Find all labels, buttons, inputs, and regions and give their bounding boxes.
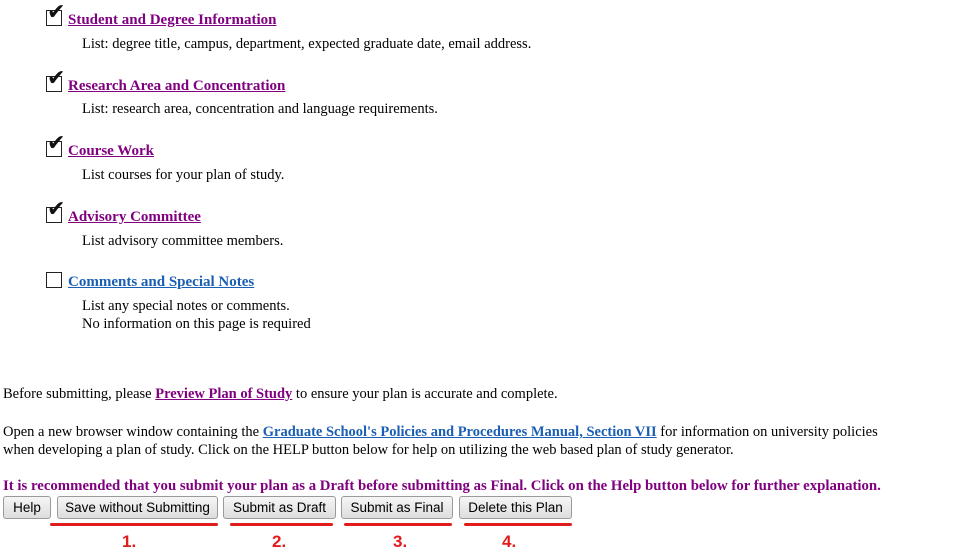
preview-plan-link[interactable]: Preview Plan of Study — [155, 386, 293, 402]
research-area-link[interactable]: Research Area and Concentration — [68, 78, 286, 94]
annotation-underline-3 — [344, 523, 452, 526]
preview-text-before: Before submitting, please — [3, 386, 156, 402]
annotation-number-2: 2. — [272, 532, 287, 551]
checkmark-icon: ✔ — [47, 0, 66, 25]
preview-text-after: to ensure your plan is accurate and complete. — [292, 386, 558, 402]
recommendation-text: It is recommended that you submit your plan as a Draft before submitting as Final. Click on the Help button below for further explanation. — [3, 478, 881, 494]
checked-checkbox-icon — [46, 0, 66, 26]
policies-manual-link[interactable]: Graduate School's Policies and Procedures Manual, Section VII — [262, 424, 657, 440]
annotation-number-1: 1. — [122, 532, 137, 551]
checkmark-icon: ✔ — [47, 131, 66, 156]
annotation-underline-4 — [464, 523, 572, 526]
manual-text-after: for information on university policies — [656, 424, 878, 440]
submit-as-draft-button[interactable]: Submit as Draft — [223, 496, 336, 519]
annotation-underline-2 — [230, 523, 333, 526]
section-description: List any special notes or comments. — [82, 298, 290, 314]
checked-checkbox-icon — [46, 131, 66, 157]
unchecked-checkbox-icon — [46, 272, 62, 288]
section-description: List: degree title, campus, department, expected graduate date, email address. — [82, 36, 532, 52]
delete-plan-button[interactable]: Delete this Plan — [459, 496, 572, 519]
section-description: List advisory committee members. — [82, 233, 284, 249]
checkmark-icon: ✔ — [47, 66, 66, 91]
section-note: No information on this page is required — [82, 316, 311, 332]
annotation-underline-1 — [50, 523, 218, 526]
help-button[interactable]: Help — [3, 496, 51, 519]
submit-as-final-button[interactable]: Submit as Final — [341, 496, 453, 519]
checkmark-icon: ✔ — [47, 197, 66, 222]
student-degree-link[interactable]: Student and Degree Information — [68, 12, 277, 28]
checked-checkbox-icon — [46, 197, 66, 223]
checked-checkbox-icon — [46, 66, 66, 92]
manual-paragraph-line2: when developing a plan of study. Click on the HELP button below for help on utilizing the web based plan of study generator. — [3, 442, 734, 458]
manual-text-before: Open a new browser window containing the — [3, 424, 263, 440]
section-description: List courses for your plan of study. — [82, 167, 285, 183]
annotation-number-3: 3. — [393, 532, 408, 551]
course-work-link[interactable]: Course Work — [68, 143, 154, 159]
advisory-committee-link[interactable]: Advisory Committee — [68, 209, 201, 225]
preview-paragraph — [3, 386, 558, 403]
comments-notes-link[interactable]: Comments and Special Notes — [68, 274, 255, 290]
save-without-submitting-button[interactable]: Save without Submitting — [57, 496, 218, 519]
section-description: List: research area, concentration and language requirements. — [82, 101, 438, 117]
manual-paragraph — [3, 424, 878, 441]
annotation-number-4: 4. — [502, 532, 517, 551]
